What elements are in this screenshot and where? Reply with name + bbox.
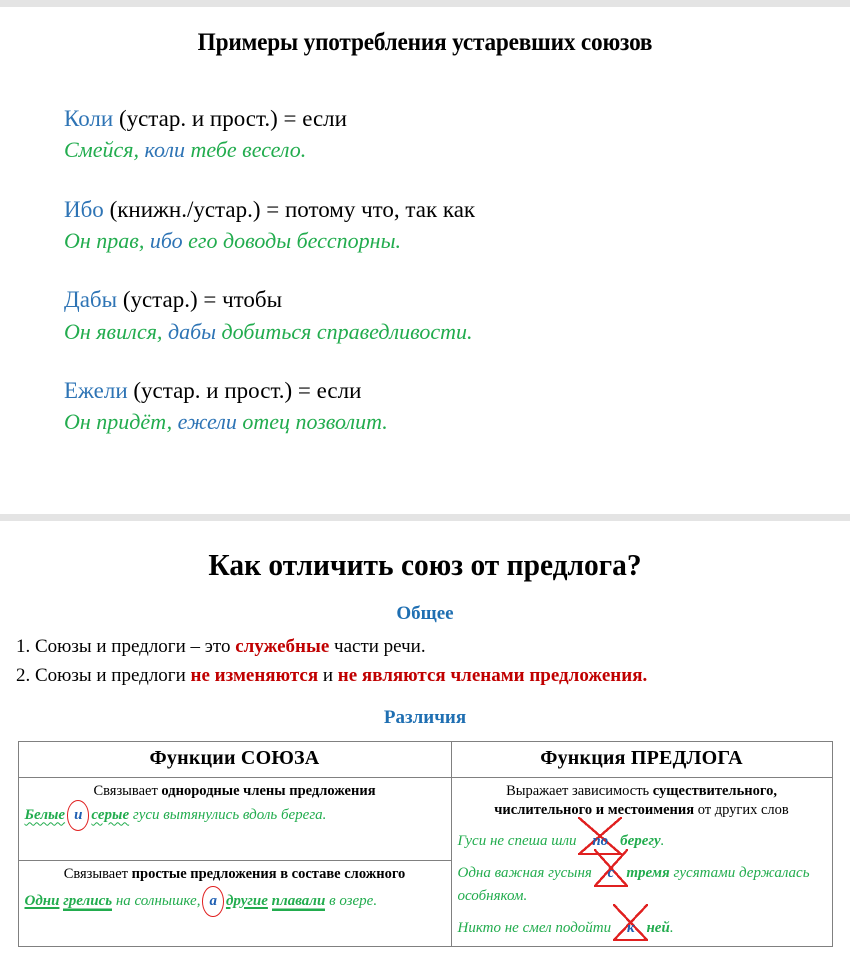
cell-preposition-function	[451, 777, 832, 947]
rule-number: 2.	[16, 664, 35, 686]
example-keyword: ежели	[177, 409, 237, 435]
rule-accent: служебные	[235, 636, 330, 657]
differences-heading: Различия	[383, 706, 467, 728]
example-keyword: ибо	[149, 227, 183, 253]
function-example	[458, 830, 826, 853]
list-item	[16, 633, 850, 662]
desc-bold: однородные члены предложения	[161, 782, 376, 799]
example-predicate: плавали	[271, 892, 326, 909]
entry-gloss: (устар. и прост.) = если	[113, 106, 347, 131]
example-tail: гуси вытянулись вдоль берега.	[129, 807, 327, 824]
table-row	[18, 777, 832, 860]
example-keyword: дабы	[167, 318, 217, 344]
list-item	[64, 286, 850, 346]
example-prefix: Он прав,	[64, 227, 150, 253]
desc-tail: от других слов	[694, 802, 789, 819]
circled-conjunction: и	[67, 804, 89, 827]
example-prefix: Он явился,	[64, 318, 168, 344]
entry-definition	[64, 196, 850, 224]
example-prefix: Смейся,	[64, 137, 145, 163]
desc-plain: Связывает	[93, 782, 162, 799]
entry-keyword: Ежели	[64, 378, 128, 404]
common-heading: Общее	[396, 603, 454, 624]
example-subject: другие	[225, 892, 268, 909]
example-prefix: Он придёт,	[64, 409, 178, 435]
example-suffix: его доводы бесспорны.	[182, 227, 401, 253]
common-rules-list	[0, 633, 850, 691]
example-dependent-word: тремя	[626, 864, 670, 881]
example-middle: на солнышке,	[112, 892, 201, 909]
function-example	[25, 890, 445, 913]
entry-example	[64, 135, 850, 165]
rule-text-part: Союзы и предлоги – это	[35, 636, 236, 657]
entry-gloss: (книжн./устар.) = потому что, так как	[103, 196, 476, 222]
cell-conjunction-function-2	[18, 861, 451, 947]
section-conjunction-vs-preposition	[0, 521, 850, 947]
list-item	[64, 377, 850, 437]
triangled-preposition: к	[618, 917, 644, 940]
function-description	[458, 782, 826, 821]
rule-text-part: Союзы и предлоги	[35, 664, 191, 686]
example-dependent-word: берегу	[620, 833, 661, 850]
example-tail: .	[660, 833, 665, 850]
function-example	[458, 917, 826, 940]
entry-gloss: (устар.) = чтобы	[117, 287, 283, 313]
entry-gloss: (устар. и прост.) = если	[127, 378, 362, 404]
rule-text-part: части речи.	[329, 636, 426, 657]
list-item	[64, 105, 850, 165]
cell-conjunction-function-1	[18, 777, 451, 860]
example-tail: в озере.	[325, 892, 378, 909]
entry-example	[64, 407, 850, 437]
triangled-preposition: с	[599, 862, 624, 885]
column-header-preposition: Функция ПРЕДЛОГА	[451, 741, 832, 777]
example-suffix: добиться справедливости.	[216, 318, 473, 344]
entry-definition	[64, 377, 850, 405]
example-suffix: отец позволит.	[236, 409, 388, 435]
rule-number: 1.	[16, 636, 35, 657]
triangled-preposition: по	[583, 830, 617, 853]
entry-definition	[64, 105, 850, 133]
conjunction-entry-list	[0, 105, 850, 437]
function-description	[25, 865, 445, 885]
example-tail: .	[669, 919, 674, 936]
example-word-marked: серые	[91, 807, 130, 824]
section-title: Как отличить союз от предлога?	[208, 547, 642, 582]
example-keyword: коли	[144, 137, 185, 163]
section-obsolete-conjunctions	[0, 29, 850, 509]
rule-accent: не изменяются	[190, 664, 319, 686]
function-description	[25, 782, 445, 802]
middle-grey-band	[0, 514, 850, 521]
function-example	[458, 862, 826, 908]
example-suffix: тебе весело.	[184, 137, 307, 163]
entry-example	[64, 226, 850, 256]
comparison-table	[18, 741, 833, 948]
list-item	[64, 196, 850, 256]
example-predicate: грелись	[63, 892, 113, 909]
desc-bold: простые предложения в составе сложного	[131, 866, 406, 883]
top-grey-band	[0, 0, 850, 7]
column-header-conjunction: Функции СОЮЗА	[18, 741, 451, 777]
example-prefix: Никто не смел подойти	[457, 919, 615, 936]
example-word-marked: Белые	[24, 807, 66, 824]
page-title: Примеры употребления устаревших союзов	[197, 29, 653, 56]
desc-plain: Выражает зависимость	[506, 782, 653, 799]
entry-definition	[64, 286, 850, 314]
rule-accent: не являются членами предложения.	[337, 664, 648, 686]
example-subject: Одни	[24, 892, 60, 909]
example-tail: гусятами держалась особняком.	[457, 864, 810, 904]
desc-plain: Связывает	[63, 866, 132, 883]
circled-conjunction: а	[202, 890, 224, 913]
example-prefix: Гуси не спеша шли	[457, 833, 581, 850]
table-header-row	[18, 741, 832, 777]
example-dependent-word: ней	[646, 919, 670, 936]
desc-bold: существительного, числительного и местоимения	[494, 782, 777, 819]
entry-keyword: Ибо	[64, 196, 104, 222]
rule-text-part: и	[318, 664, 338, 686]
entry-example	[64, 317, 850, 347]
entry-keyword: Коли	[64, 106, 114, 131]
entry-keyword: Дабы	[64, 287, 118, 313]
example-prefix: Одна важная гусыня	[457, 864, 596, 881]
list-item	[16, 662, 850, 691]
function-example	[25, 804, 445, 827]
